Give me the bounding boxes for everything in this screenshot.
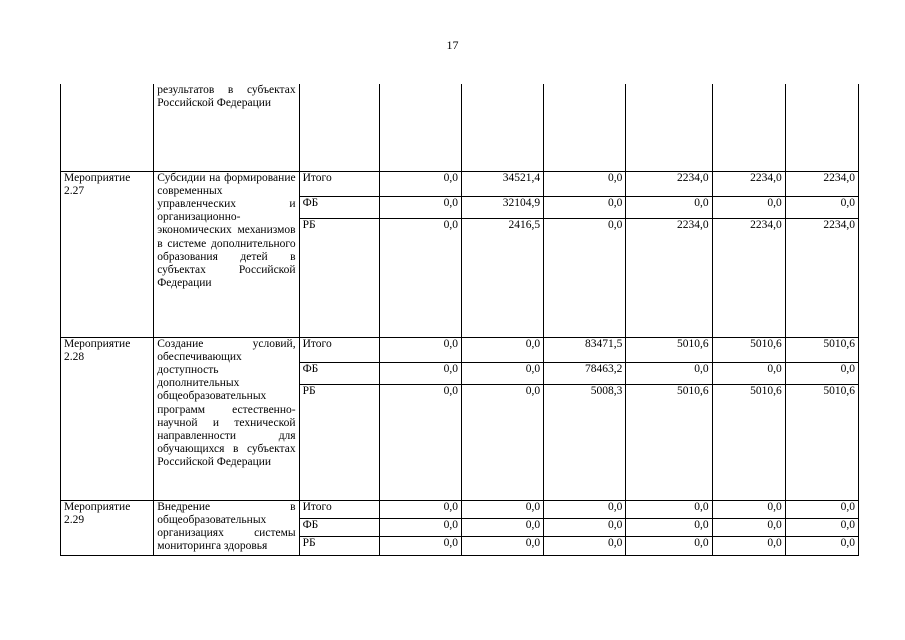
value-cell: 0,0: [785, 362, 858, 384]
value-cell: 0,0: [785, 518, 858, 536]
value-cell: 0,0: [461, 362, 543, 384]
value-cell: 5010,6: [712, 384, 785, 500]
value-cell: 5010,6: [785, 384, 858, 500]
value-cell: 2416,5: [461, 218, 543, 337]
value-cell: 34521,4: [461, 171, 543, 196]
measure-description-cell: результатов в субъектах Российской Федерации: [154, 84, 299, 171]
value-cell: 5008,3: [544, 384, 626, 500]
value-cell: 0,0: [379, 518, 461, 536]
measure-name-cell: [61, 84, 154, 171]
value-cell: 0,0: [785, 500, 858, 518]
table-row: [61, 171, 859, 196]
source-cell: [299, 84, 379, 171]
funding-source-cell: ФБ: [299, 518, 379, 536]
table-row: [61, 337, 859, 362]
value-cell: 5010,6: [626, 384, 712, 500]
value-cell: [544, 84, 626, 171]
value-cell: 0,0: [379, 362, 461, 384]
value-cell: 0,0: [461, 384, 543, 500]
value-cell: 0,0: [461, 500, 543, 518]
measure-name-cell: Мероприятие 2.29: [61, 500, 154, 555]
measure-name-cell: Мероприятие 2.28: [61, 337, 154, 500]
funding-source-cell: РБ: [299, 218, 379, 337]
value-cell: [626, 84, 712, 171]
value-cell: 0,0: [544, 196, 626, 218]
value-cell: 0,0: [544, 536, 626, 555]
value-cell: 32104,9: [461, 196, 543, 218]
value-cell: 0,0: [379, 384, 461, 500]
value-cell: 0,0: [712, 536, 785, 555]
value-cell: 0,0: [712, 518, 785, 536]
value-cell: 0,0: [461, 536, 543, 555]
funding-source-cell: РБ: [299, 536, 379, 555]
measure-description-cell: Субсидии на формирование современных управленческих и организационно-экономических механизмов в системе дополнительного образования детей в субъектах Российской Федерации: [154, 171, 299, 337]
value-cell: 0,0: [544, 171, 626, 196]
value-cell: 0,0: [626, 196, 712, 218]
value-cell: 2234,0: [785, 171, 858, 196]
value-cell: 0,0: [461, 337, 543, 362]
value-cell: 0,0: [626, 362, 712, 384]
funding-source-cell: Итого: [299, 171, 379, 196]
measure-description-cell: Внедрение в общеобразовательных организациях системы мониторинга здоровья: [154, 500, 299, 555]
value-cell: 0,0: [712, 500, 785, 518]
value-cell: 0,0: [626, 518, 712, 536]
value-cell: 0,0: [626, 536, 712, 555]
value-cell: 0,0: [379, 171, 461, 196]
value-cell: 0,0: [461, 518, 543, 536]
value-cell: 2234,0: [712, 218, 785, 337]
measure-description-cell: Создание условий, обеспечивающих доступность дополнительных общеобразовательных программ естественно-научной и технической направленности для обучающихся в субъектах Российской Федерации: [154, 337, 299, 500]
value-cell: 83471,5: [544, 337, 626, 362]
value-cell: 0,0: [379, 218, 461, 337]
value-cell: 5010,6: [626, 337, 712, 362]
value-cell: 0,0: [544, 218, 626, 337]
value-cell: 2234,0: [785, 218, 858, 337]
value-cell: 0,0: [544, 518, 626, 536]
value-cell: 0,0: [379, 500, 461, 518]
funding-source-cell: Итого: [299, 337, 379, 362]
value-cell: 5010,6: [712, 337, 785, 362]
table-row: [61, 500, 859, 518]
value-cell: 5010,6: [785, 337, 858, 362]
value-cell: 78463,2: [544, 362, 626, 384]
table-body: [61, 84, 859, 555]
funding-source-cell: Итого: [299, 500, 379, 518]
funding-source-cell: ФБ: [299, 362, 379, 384]
value-cell: 0,0: [626, 500, 712, 518]
table-row-continuation: [61, 84, 859, 171]
value-cell: 0,0: [544, 500, 626, 518]
value-cell: 0,0: [785, 536, 858, 555]
value-cell: 2234,0: [712, 171, 785, 196]
value-cell: 0,0: [785, 196, 858, 218]
value-cell: 0,0: [379, 337, 461, 362]
value-cell: [379, 84, 461, 171]
budget-table: [60, 84, 859, 556]
value-cell: 0,0: [712, 362, 785, 384]
page-number: 17: [446, 38, 459, 52]
value-cell: 2234,0: [626, 218, 712, 337]
measure-name-cell: Мероприятие 2.27: [61, 171, 154, 337]
value-cell: [712, 84, 785, 171]
value-cell: 0,0: [379, 196, 461, 218]
value-cell: [785, 84, 858, 171]
funding-source-cell: РБ: [299, 384, 379, 500]
value-cell: 0,0: [379, 536, 461, 555]
value-cell: 2234,0: [626, 171, 712, 196]
funding-source-cell: ФБ: [299, 196, 379, 218]
value-cell: 0,0: [712, 196, 785, 218]
value-cell: [461, 84, 543, 171]
